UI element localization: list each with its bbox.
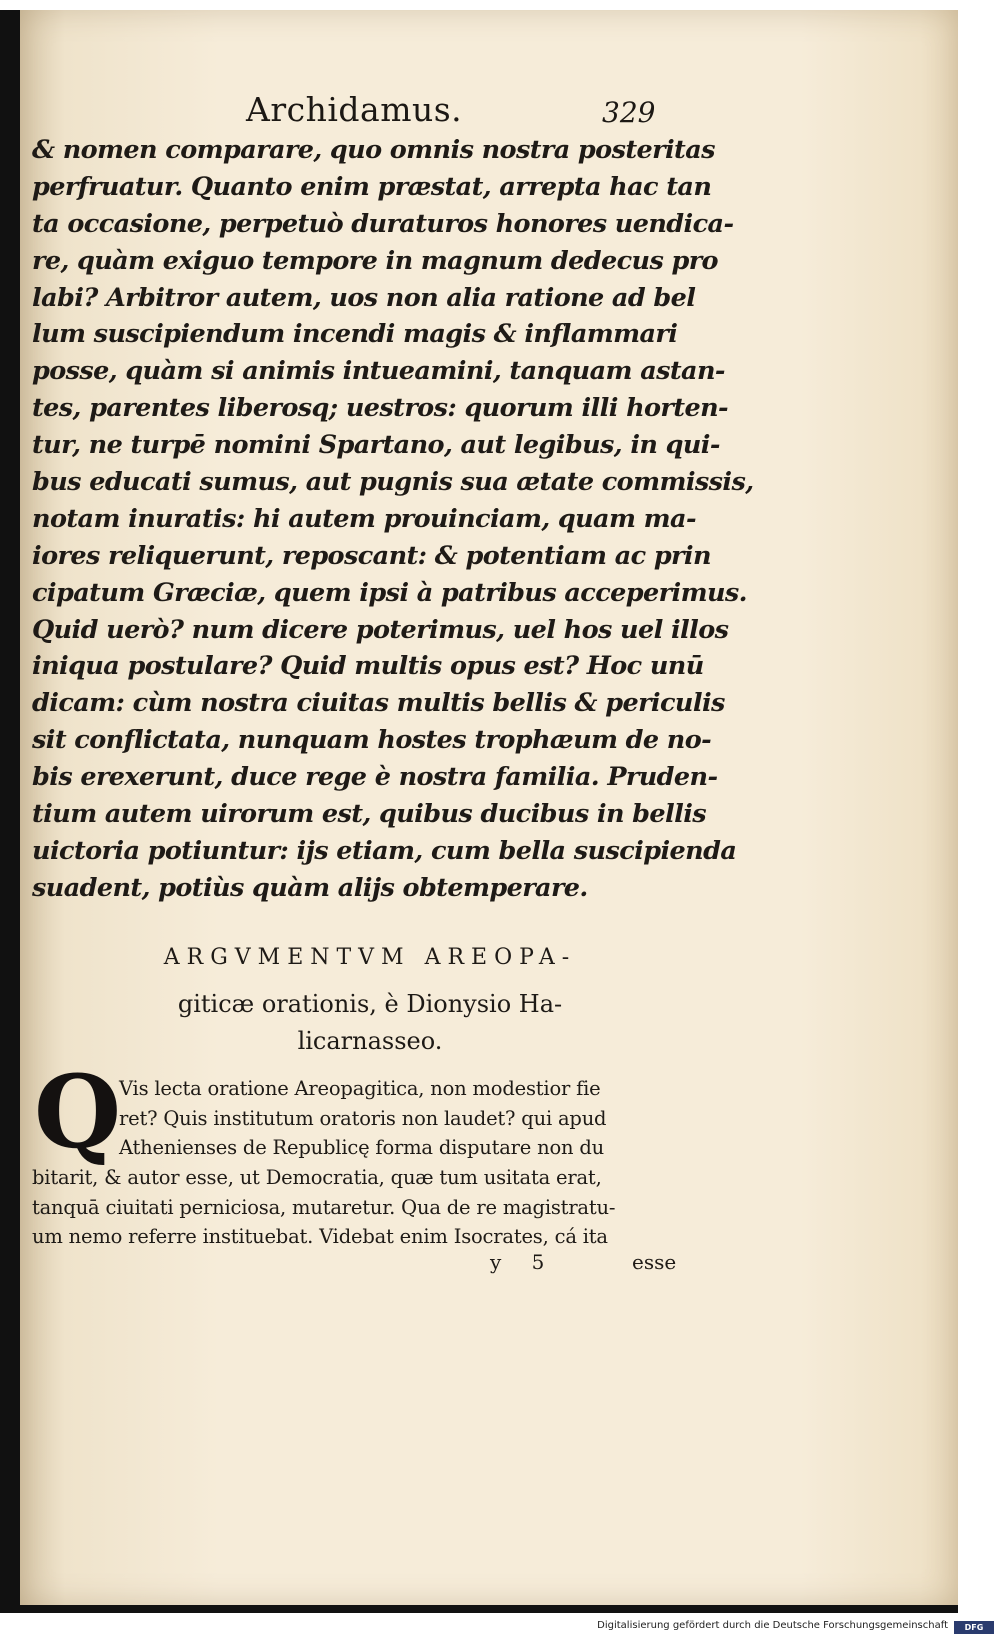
- text-line: ret? Quis institutum oratoris non laudet? qui apud: [119, 1106, 607, 1130]
- text-line: re, quàm exiguo tempore in magnum dedecus pro: [32, 245, 718, 276]
- text-line: iniqua postulare? Quid multis opus est? Hoc unū: [32, 651, 704, 682]
- book-page: [20, 10, 958, 1605]
- drop-cap: Q: [34, 1053, 122, 1171]
- heading-line: ARGVMENTVM AREOPA-: [163, 945, 577, 970]
- heading-line: giticæ orationis, è Dionysio Ha-: [177, 990, 563, 1018]
- text-line: um nemo referre instituebat. Videbat enim Isocrates, cá ita: [32, 1225, 608, 1249]
- italic-text-block: [32, 132, 754, 907]
- text-line: Vis lecta oratione Areopagitica, non modestior fie: [119, 1077, 601, 1100]
- text-line: bis erexerunt, duce rege è nostra familia. Pruden-: [32, 762, 718, 793]
- text-line: iores reliquerunt, reposcant: & potentiam ac prin: [32, 540, 711, 571]
- running-title: Archidamus.: [246, 90, 463, 129]
- text-line: tur, ne turpē nomini Spartano, aut legibus, in qui-: [32, 430, 720, 461]
- text-line: bus educati sumus, aut pugnis sua ætate commissis,: [32, 467, 754, 498]
- text-line: Athenienses de Republicę forma disputare non du: [119, 1136, 605, 1160]
- heading-line: licarnasseo.: [297, 1027, 443, 1055]
- text-line: tium autem uirorum est, quibus ducibus in bellis: [32, 799, 707, 830]
- page-number: 329: [602, 96, 656, 129]
- text-line: labi? Arbitror autem, uos non alia ratione ad bel: [32, 282, 696, 313]
- text-line: suadent, potiùs quàm alijs obtemperare.: [32, 872, 588, 903]
- text-line: lum suscipiendum incendi magis & inflammari: [32, 319, 678, 350]
- text-line: & nomen comparare, quo omnis nostra posteritas: [32, 135, 715, 165]
- text-line: tanquā ciuitati perniciosa, mutaretur. Qua de re magistratu-: [32, 1195, 616, 1219]
- text-line: tes, parentes liberosq; uestros: quorum illi horten-: [32, 393, 728, 424]
- text-line: bitarit, & autor esse, ut Democratia, quæ tum usitata erat,: [32, 1166, 602, 1190]
- signature-mark: y 5: [490, 1250, 557, 1274]
- text-line: ta occasione, perpetuò duraturos honores uendica-: [32, 208, 734, 239]
- text-line: Quid uerò? num dicere poterimus, uel hos uel illos: [32, 614, 729, 645]
- text-line: notam inuratis: hi autem prouinciam, quam ma-: [32, 503, 696, 534]
- text-line: sit conflictata, nunquam hostes trophæum de no-: [32, 725, 712, 756]
- text-line: posse, quàm si animis intueamini, tanquam astan-: [32, 356, 725, 387]
- catchword: esse: [632, 1250, 677, 1274]
- text-line: uictoria potiuntur: ijs etiam, cum bella suscipienda: [32, 835, 737, 866]
- funding-credit: Digitalisierung gefördert durch die Deutsche Forschungsgemeinschaft: [597, 1620, 948, 1631]
- text-line: dicam: cùm nostra ciuitas multis bellis & periculis: [32, 688, 725, 719]
- text-line: cipatum Græciæ, quem ipsi à patribus acceperimus.: [32, 577, 747, 608]
- page-footer-marks: [20, 1250, 958, 1280]
- roman-text-block: [32, 1074, 692, 1252]
- dfg-logo: DFG: [954, 1621, 994, 1634]
- section-heading: [70, 945, 670, 1059]
- text-line: perfruatur. Quanto enim præstat, arrepta hac tan: [32, 171, 712, 202]
- footer-bar: [0, 1620, 1000, 1636]
